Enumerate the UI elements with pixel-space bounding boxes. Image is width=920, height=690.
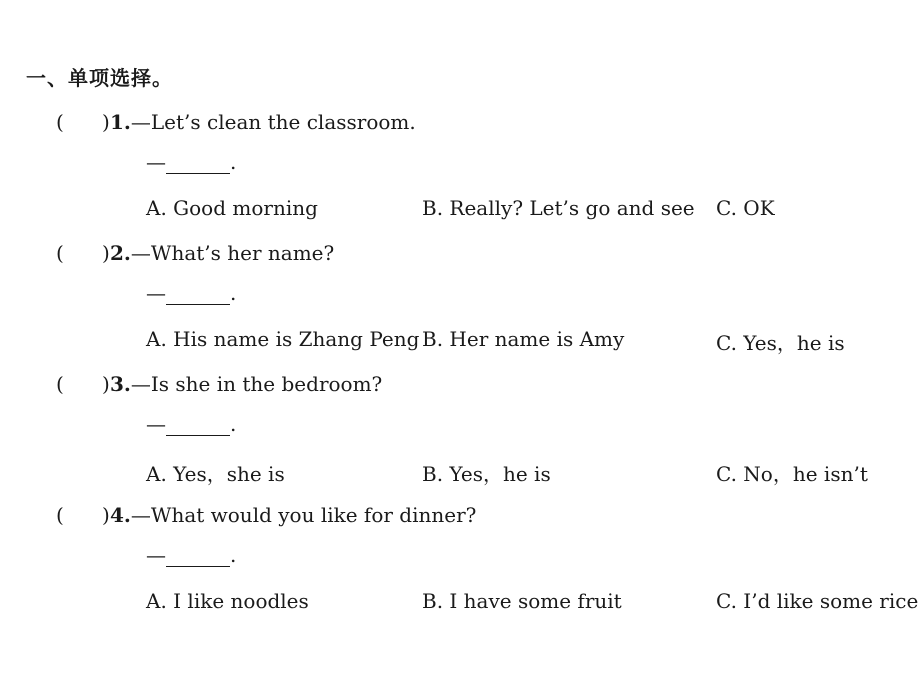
question-number-text: 4. [110,503,131,527]
answer-line [146,150,236,174]
question-prompt: —What would you like for dinner? [130,503,477,527]
option-c[interactable]: C. No，he isn’t [716,462,868,486]
answer-blank[interactable] [166,544,230,567]
answer-line [146,412,236,436]
question-3 [0,372,920,492]
question-number [110,241,334,265]
question-number-text: 3. [110,372,131,396]
option-b[interactable]: B. Her name is Amy [422,327,625,351]
question-prompt: —What’s her name? [130,241,335,265]
answer-period: . [230,543,237,567]
answer-period: . [230,150,237,174]
answer-line [146,543,236,567]
option-a[interactable]: A. Good morning [146,196,318,220]
question-1 [0,110,920,230]
answer-blank[interactable] [166,413,230,436]
option-b[interactable]: B. Yes，he is [422,462,551,486]
question-number [110,110,416,134]
option-a[interactable]: A. I like noodles [146,589,309,613]
answer-period: . [230,281,237,305]
question-prompt: —Let’s clean the classroom. [130,110,416,134]
question-2 [0,241,920,361]
option-b[interactable]: B. Really? Let’s go and see [422,196,695,220]
question-number [110,372,382,396]
question-number [110,503,476,527]
option-b[interactable]: B. I have some fruit [422,589,622,613]
section-title: 一、单项选择。 [26,66,173,90]
answer-line [146,281,236,305]
answer-parenthesis[interactable]: ( ) [56,503,110,527]
answer-parenthesis[interactable]: ( ) [56,372,110,396]
answer-blank[interactable] [166,151,230,174]
answer-dash: — [146,543,166,567]
answer-period: . [230,412,237,436]
answer-parenthesis[interactable]: ( ) [56,110,110,134]
option-c[interactable]: C. OK [716,196,775,220]
answer-dash: — [146,412,166,436]
answer-blank[interactable] [166,282,230,305]
question-number-text: 2. [110,241,131,265]
answer-dash: — [146,150,166,174]
answer-dash: — [146,281,166,305]
option-c[interactable]: C. Yes，he is [716,331,845,355]
question-prompt: —Is she in the bedroom? [130,372,383,396]
question-number-text: 1. [110,110,131,134]
option-c[interactable]: C. I’d like some rice [716,589,919,613]
option-a[interactable]: A. Yes，she is [146,462,285,486]
answer-parenthesis[interactable]: ( ) [56,241,110,265]
option-a[interactable]: A. His name is Zhang Peng [146,327,420,351]
question-4 [0,503,920,623]
